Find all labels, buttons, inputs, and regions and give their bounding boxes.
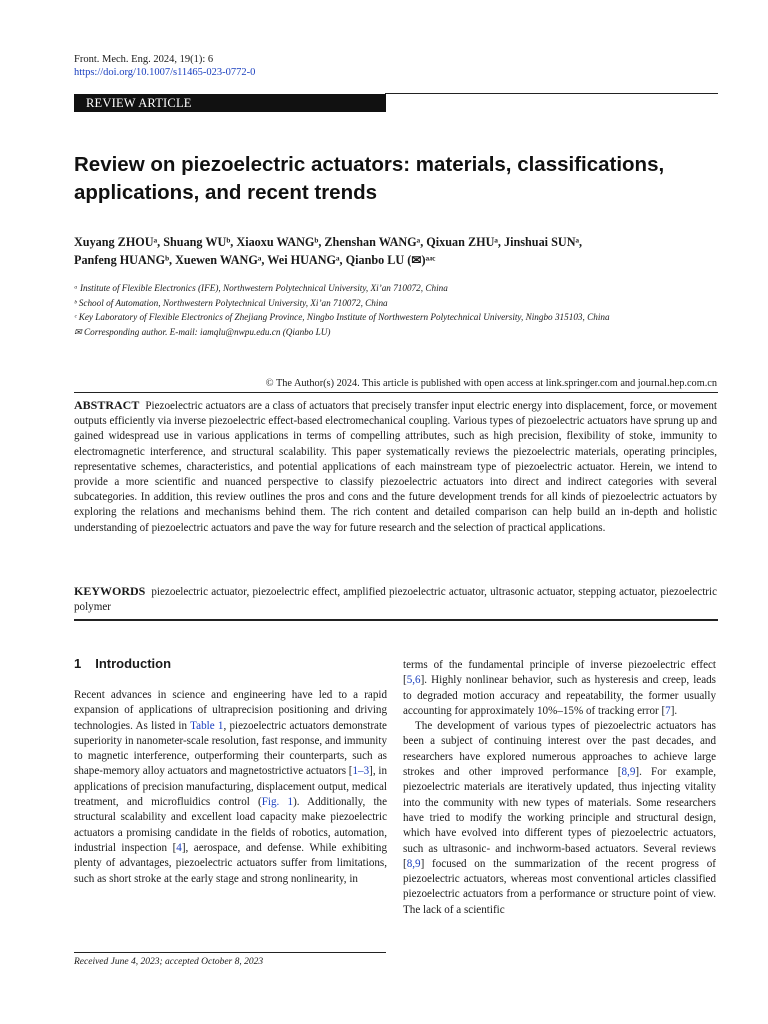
- corresponding-author: ✉ Corresponding author. E-mail: iamqlu@nwpu.edu.cn (Qianbo LU): [74, 326, 331, 337]
- keywords-text: piezoelectric actuator, piezoelectric effect, amplified piezoelectric actuator, ultrasonic actuator, stepping actuator, piezoelectric polymer: [74, 586, 717, 614]
- abstract-heading: ABSTRACT: [74, 398, 140, 412]
- text-run: Recent advances in science and engineering have led to a rapid expansion of applications of ultraprecision positioning and driving technologies. As listed in: [74, 689, 387, 732]
- citation-link[interactable]: 8,9: [621, 766, 636, 779]
- affiliations: [74, 281, 734, 339]
- journal-info: [74, 53, 255, 79]
- citation-link[interactable]: 4: [176, 841, 182, 854]
- author-line-1: Xuyang ZHOUᵃ, Shuang WUᵇ, Xiaoxu WANGᵇ, Zhenshan WANGᵃ, Qixuan ZHUᵃ, Jinshuai SUNᵃ,: [74, 235, 583, 249]
- text-run: The development of various types of piezoelectric actuators has been a subject of continuing interest over the past decades, and researchers have explored numerous approaches to achieve large strokes and other improved performance [: [403, 720, 716, 779]
- keywords: [74, 584, 717, 615]
- table-1-link[interactable]: Table 1: [190, 719, 224, 732]
- affiliation-b: ᵇ School of Automation, Northwestern Polytechnical University, Xi’an 710072, China: [74, 297, 388, 308]
- figure-1-link[interactable]: Fig. 1: [261, 796, 294, 809]
- citation-link[interactable]: 7: [665, 704, 671, 717]
- text-run: ] focused on the summarization of the recent progress of piezoelectric actuators, whereas most conventional articles classified piezoelectric actuators from a performance or structure point of view. The lack of a scientific: [403, 857, 716, 916]
- text-run: ], aerospace, and defense. While exhibiting plenty of advantages, piezoelectric actuators suffer from limitations, such as short stroke at the early stage and strong nonlinearity, in: [74, 841, 387, 885]
- citation-link[interactable]: 8,9: [406, 857, 421, 870]
- doi-link[interactable]: https://doi.org/10.1007/s11465-023-0772-0: [74, 67, 256, 78]
- copyright-notice: © The Author(s) 2024. This article is published with open access at link.springer.com and journal.hep.com.cn: [265, 378, 717, 389]
- received-dates: Received June 4, 2023; accepted October 8, 2023: [74, 957, 264, 967]
- text-run: ].: [670, 704, 678, 717]
- keywords-heading: KEYWORDS: [74, 584, 146, 598]
- intro-paragraph-2: [403, 719, 716, 918]
- citation-link[interactable]: 1–3: [352, 765, 370, 778]
- article-type-banner: REVIEW ARTICLE: [74, 94, 386, 112]
- footnote-rule: [74, 952, 386, 953]
- keywords-bottom-rule: [74, 619, 718, 621]
- intro-paragraph-1-cont: [403, 658, 716, 719]
- abstract-text: Piezoelectric actuators are a class of actuators that precisely transfer input electric energy into displacement, force, or movement outputs efficiently via inverse piezoelectric effect-based electromechanical coupling. Various types of piezoelectric actuators have sprung up and gained widespread use in various applications in terms of compelling attributes, such as high precision, flexibility of stoke, immunity to electromagnetic interference, and structural scalability. This paper systematically reviews the piezoelectric materials, operating principles, representative schemes, characteristics, and potential applications of each mainstream type of piezoelectric actuator. Herein, we intend to provide a more scientific and nuanced perspective to classify piezoelectric actuators into direct and indirect categories with several subcategories. In addition, this review outlines the pros and cons and the future development trends for all kinds of piezoelectric actuators by exploring the relations and mechanisms behind them. The rich content and detailed comparison can help build an in-depth and holistic understanding of piezoelectric actuators and pave the way for future research and the selection of practical applications.: [74, 400, 717, 534]
- header-rule: [385, 93, 718, 94]
- text-run: , piezoelectric actuators demonstrate superiority in nanometer-scale resolution, fast response, and immunity to magnetic interference, outperforming their counterparts, such as shape-memory alloy actuators and magnetostrictive actuators [: [74, 719, 387, 778]
- abstract-top-rule: [74, 392, 718, 393]
- text-run: ]. Highly nonlinear behavior, such as hysteresis and creep, leads to degraded motion accuracy and repeatability, the former usually accounting for approximately 10%–15% of tracking error [: [403, 674, 716, 717]
- author-line-2: Panfeng HUANGᵇ, Xuewen WANGᵃ, Wei HUANGᵃ, Qianbo LU (✉)ᵃʴᶜ: [74, 253, 436, 267]
- text-run: ). Additionally, the structural scalability and excellent load capacity make piezoelectric actuators a promising candidate in the fields of robotics, automation, industrial inspection [: [74, 796, 387, 854]
- author-list: [74, 233, 724, 269]
- text-run: ]. For example, piezoelectric materials are iteratively updated, thus injecting vitality into the community with new types of materials. Some researchers have tried to modify the working principle and structural design, which have evolved into different types of piezoelectric actuators, such as ultrasonic- and inchworm-based actuators. Several reviews [: [403, 766, 716, 870]
- journal-citation: Front. Mech. Eng. 2024, 19(1): 6: [74, 54, 214, 65]
- section-title: Introduction: [95, 656, 172, 671]
- text-run: ], in applications of precision manufacturing, displacement output, medical treatment, and microfluidics control (: [74, 765, 387, 809]
- intro-paragraph-1: [74, 688, 387, 887]
- left-column: [74, 688, 387, 887]
- right-column: [403, 658, 716, 918]
- section-number: 1: [74, 656, 82, 671]
- section-heading: [74, 656, 171, 671]
- affiliation-c: ᶜ Key Laboratory of Flexible Electronics of Zhejiang Province, Ningbo Institute of Northwestern Polytechnical University, Ningbo 315103, China: [74, 312, 610, 322]
- text-run: terms of the fundamental principle of inverse piezoelectric effect [: [403, 659, 716, 687]
- affiliation-a: ᵃ Institute of Flexible Electronics (IFE), Northwestern Polytechnical University, Xi’an 710072, China: [74, 283, 448, 293]
- abstract: [74, 398, 717, 536]
- citation-link[interactable]: 5,6: [406, 674, 421, 687]
- article-title: Review on piezoelectric actuators: materials, classifications, applications, and recent trends: [74, 153, 665, 204]
